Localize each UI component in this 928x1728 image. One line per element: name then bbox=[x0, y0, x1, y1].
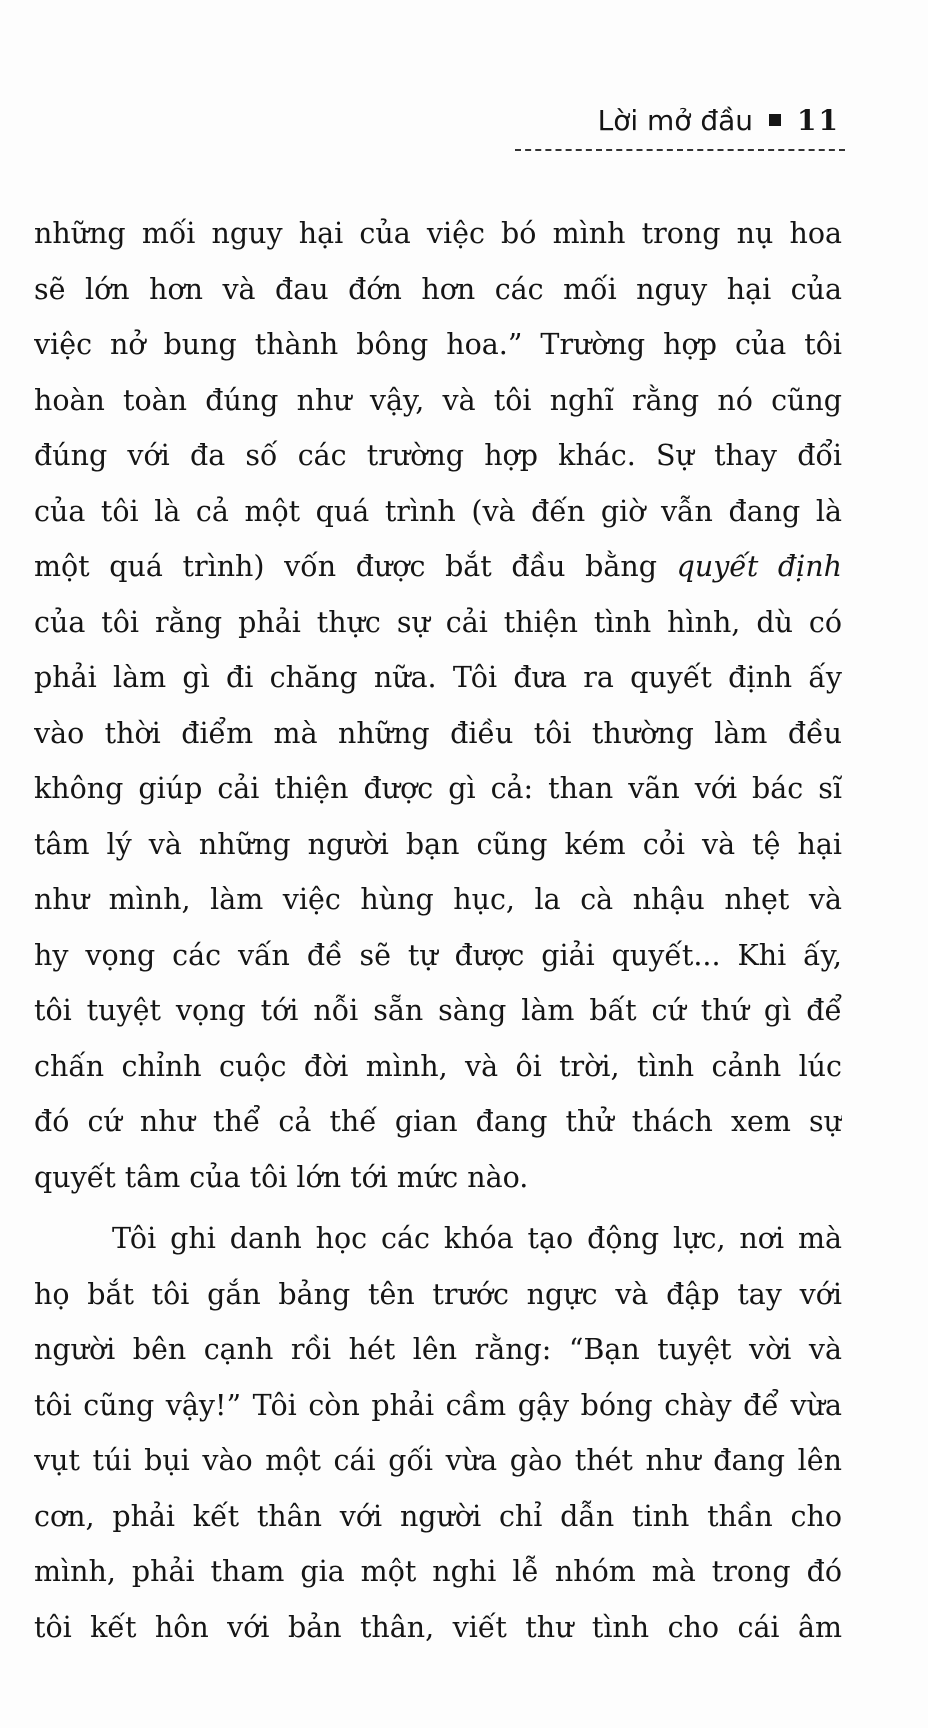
text-line: họ bắt tôi gắn bảng tên trước ngực và đập tay với bbox=[34, 1277, 842, 1311]
text-line: sẽ lớn hơn và đau đớn hơn các mối nguy hại của bbox=[34, 272, 842, 306]
text-line: của tôi là cả một quá trình (và đến giờ vẫn đang là bbox=[34, 494, 842, 528]
text-line: vào thời điểm mà những điều tôi thường làm đều bbox=[34, 716, 842, 750]
square-bullet-icon bbox=[769, 114, 781, 126]
paragraph-1 bbox=[34, 206, 842, 1205]
text-line: cơn, phải kết thân với người chỉ dẫn tinh thần cho bbox=[34, 1499, 842, 1533]
emphasis-text: quyết định bbox=[676, 550, 842, 583]
text-line-start: một quá trình) vốn được bắt đầu bằng bbox=[34, 550, 657, 583]
header-dashed-rule bbox=[515, 149, 845, 151]
text-line: việc nở bung thành bông hoa.” Trường hợp của tôi bbox=[34, 328, 842, 361]
body-text bbox=[34, 206, 842, 1655]
text-line: đó cứ như thể cả thế gian đang thử thách xem sự bbox=[34, 1105, 842, 1138]
text-line bbox=[34, 539, 842, 595]
text-line: tôi tuyệt vọng tới nỗi sẵn sàng làm bất cứ thứ gì để bbox=[34, 994, 842, 1027]
text-line: quyết tâm của tôi lớn tới mức nào. bbox=[34, 1160, 529, 1194]
text-line: như mình, làm việc hùng hục, la cà nhậu nhẹt và bbox=[34, 883, 842, 916]
text-line: vụt túi bụi vào một cái gối vừa gào thét như đang lên bbox=[34, 1444, 842, 1477]
text-line: chấn chỉnh cuộc đời mình, và ôi trời, tình cảnh lúc bbox=[34, 1049, 842, 1083]
text-line: Tôi ghi danh học các khóa tạo động lực, nơi mà bbox=[112, 1222, 842, 1255]
text-line: tôi cũng vậy!” Tôi còn phải cầm gậy bóng chày để vừa bbox=[34, 1388, 842, 1422]
chapter-title: Lời mở đầu bbox=[597, 103, 754, 137]
text-line: hy vọng các vấn đề sẽ tự được giải quyết... Khi ấy, bbox=[34, 938, 842, 972]
text-line: mình, phải tham gia một nghi lễ nhóm mà trong đó bbox=[34, 1555, 842, 1588]
running-header bbox=[520, 100, 840, 140]
text-line: người bên cạnh rồi hét lên rằng: “Bạn tuyệt vời và bbox=[34, 1333, 842, 1366]
text-line: những mối nguy hại của việc bó mình trong nụ hoa bbox=[34, 217, 842, 250]
text-line: tôi kết hôn với bản thân, viết thư tình cho cái âm bbox=[34, 1610, 842, 1644]
text-line: không giúp cải thiện được gì cả: than vãn với bác sĩ bbox=[34, 772, 842, 805]
text-line: đúng với đa số các trường hợp khác. Sự thay đổi bbox=[34, 439, 842, 472]
paragraph-2 bbox=[34, 1211, 842, 1655]
text-line: hoàn toàn đúng như vậy, và tôi nghĩ rằng nó cũng bbox=[34, 383, 842, 417]
text-line: tâm lý và những người bạn cũng kém cỏi và tệ hại bbox=[34, 827, 842, 861]
text-line: phải làm gì đi chăng nữa. Tôi đưa ra quyết định ấy bbox=[34, 661, 842, 694]
text-line: của tôi rằng phải thực sự cải thiện tình hình, dù có bbox=[34, 605, 842, 639]
page-number: 11 bbox=[797, 103, 840, 137]
